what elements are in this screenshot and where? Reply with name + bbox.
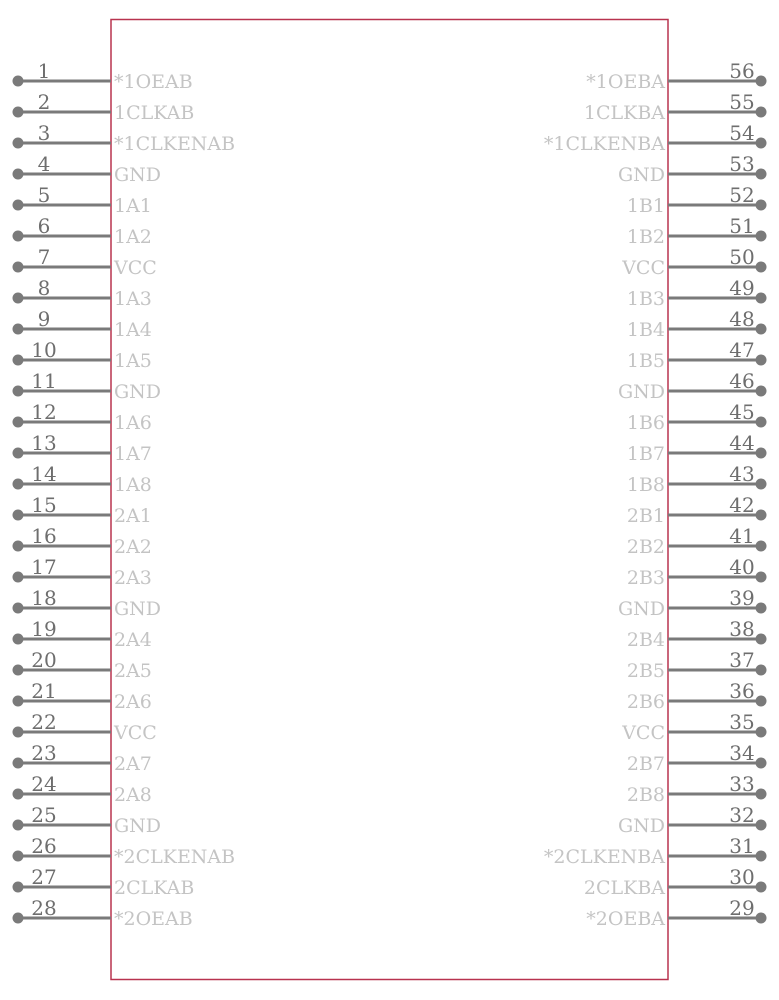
pin-13 [13,431,152,465]
pin-33 [627,772,767,806]
pin-name: *2OEAB [114,908,193,930]
pin-number: 47 [729,338,755,362]
pin-endpoint-dot [756,696,767,707]
pin-name: 2B1 [626,505,665,527]
pin-endpoint-dot [13,634,24,645]
pin-endpoint-dot [13,727,24,738]
pin-endpoint-dot [13,386,24,397]
pin-number: 5 [37,183,51,207]
pin-name: 1B7 [626,443,665,465]
pin-name: 2B3 [626,567,665,589]
pin-name: 2A8 [114,784,152,806]
pin-35 [621,710,766,744]
pin-name: 1A1 [114,195,152,217]
pin-endpoint-dot [13,417,24,428]
left-pin-group [13,59,236,930]
pin-number: 54 [729,121,755,145]
pin-endpoint-dot [756,324,767,335]
pin-number: 34 [729,741,755,765]
pin-36 [627,679,767,713]
pin-number: 56 [729,59,755,83]
pin-name: 2A5 [114,660,152,682]
pin-6 [13,214,152,248]
pin-endpoint-dot [13,851,24,862]
pin-30 [584,865,767,899]
pin-number: 37 [729,648,755,672]
pin-name: 2B8 [626,784,665,806]
pin-number: 20 [31,648,57,672]
pin-26 [13,834,236,868]
pin-endpoint-dot [13,882,24,893]
pin-4 [13,152,162,186]
pin-name: 1A5 [114,350,152,372]
pin-number: 45 [729,400,755,424]
pin-number: 11 [31,369,57,393]
pin-endpoint-dot [13,696,24,707]
pin-endpoint-dot [756,603,767,614]
right-pin-group [544,59,767,930]
pin-number: 38 [729,617,755,641]
pin-endpoint-dot [13,541,24,552]
pin-number: 2 [37,90,51,114]
pin-27 [13,865,195,899]
pin-endpoint-dot [13,293,24,304]
pin-56 [586,59,766,93]
pin-number: 41 [729,524,755,548]
pin-endpoint-dot [756,634,767,645]
pin-endpoint-dot [756,355,767,366]
pin-name: 1B6 [626,412,665,434]
pin-endpoint-dot [756,262,767,273]
pin-name: 1CLKAB [114,102,195,124]
pin-endpoint-dot [756,231,767,242]
pin-5 [13,183,152,217]
pin-endpoint-dot [756,138,767,149]
pin-number: 13 [31,431,57,455]
pin-24 [13,772,152,806]
pin-21 [13,679,152,713]
pin-name: 1A2 [114,226,152,248]
pin-name: 2A4 [114,629,152,651]
pin-number: 29 [729,896,755,920]
pin-endpoint-dot [13,758,24,769]
pin-name: GND [114,164,162,186]
pin-name: 1B2 [626,226,665,248]
pin-endpoint-dot [756,882,767,893]
pin-9 [13,307,152,341]
pin-name: 2B2 [626,536,665,558]
pin-name: GND [114,815,162,837]
pin-number: 3 [37,121,51,145]
pin-31 [544,834,767,868]
pin-endpoint-dot [13,572,24,583]
pin-name: VCC [622,257,665,279]
pin-38 [627,617,767,651]
pin-endpoint-dot [13,448,24,459]
pin-number: 23 [31,741,57,765]
pin-number: 18 [31,586,57,610]
pin-name: *1OEAB [114,71,193,93]
pin-number: 19 [31,617,57,641]
pin-endpoint-dot [756,200,767,211]
pin-40 [627,555,767,589]
pin-number: 22 [31,710,57,734]
pin-name: 2B4 [626,629,665,651]
pin-endpoint-dot [13,76,24,87]
pin-3 [13,121,236,155]
pin-name: VCC [114,257,157,279]
pin-number: 21 [31,679,57,703]
pin-name: GND [114,598,162,620]
pin-endpoint-dot [13,169,24,180]
pin-39 [618,586,767,620]
pin-number: 49 [729,276,755,300]
pin-name: 1A6 [114,412,152,434]
pin-number: 43 [729,462,755,486]
pin-45 [627,400,767,434]
pin-12 [13,400,152,434]
pin-number: 28 [31,896,57,920]
pin-name: 2A3 [114,567,152,589]
pin-name: VCC [622,722,665,744]
pin-number: 50 [729,245,755,269]
pin-42 [627,493,767,527]
pin-endpoint-dot [756,76,767,87]
pin-endpoint-dot [13,820,24,831]
pin-46 [618,369,767,403]
pin-endpoint-dot [13,789,24,800]
pin-endpoint-dot [756,820,767,831]
pin-endpoint-dot [13,138,24,149]
pin-number: 24 [31,772,57,796]
pin-endpoint-dot [13,355,24,366]
pin-name: 1A3 [114,288,152,310]
pin-name: 2B5 [626,660,665,682]
pin-number: 46 [729,369,755,393]
pin-name: GND [617,381,665,403]
pin-number: 51 [729,214,755,238]
pin-15 [13,493,152,527]
component-body [111,20,668,980]
pin-number: 39 [729,586,755,610]
pin-number: 25 [31,803,57,827]
pin-name: 1B4 [626,319,665,341]
pin-name: *2OEBA [586,908,665,930]
pin-endpoint-dot [13,510,24,521]
pin-17 [13,555,152,589]
pin-endpoint-dot [13,231,24,242]
pin-number: 48 [729,307,755,331]
pin-19 [13,617,152,651]
pin-endpoint-dot [13,913,24,924]
pin-endpoint-dot [756,541,767,552]
pin-endpoint-dot [756,107,767,118]
pin-number: 32 [729,803,755,827]
pin-endpoint-dot [13,665,24,676]
pin-16 [13,524,152,558]
pin-endpoint-dot [756,448,767,459]
pin-endpoint-dot [756,386,767,397]
pin-name: GND [617,598,665,620]
pin-18 [13,586,162,620]
pin-number: 40 [729,555,755,579]
pin-name: *2CLKENBA [543,846,665,868]
pin-number: 27 [31,865,57,889]
pin-number: 9 [37,307,51,331]
pin-number: 4 [37,152,51,176]
pin-endpoint-dot [13,200,24,211]
pin-10 [13,338,152,372]
pin-endpoint-dot [756,293,767,304]
pin-number: 26 [31,834,57,858]
pin-number: 35 [729,710,755,734]
pin-54 [544,121,767,155]
pin-43 [627,462,767,496]
pin-number: 6 [37,214,51,238]
pin-endpoint-dot [756,789,767,800]
pin-25 [13,803,162,837]
pin-endpoint-dot [13,262,24,273]
pin-name: 2B7 [626,753,665,775]
pin-number: 55 [729,90,755,114]
pin-endpoint-dot [756,727,767,738]
pin-23 [13,741,152,775]
pin-14 [13,462,152,496]
pin-number: 17 [31,555,57,579]
pin-37 [627,648,767,682]
pin-50 [621,245,766,279]
pin-endpoint-dot [756,417,767,428]
pin-51 [627,214,767,248]
pin-29 [586,896,766,930]
pin-endpoint-dot [756,665,767,676]
pin-name: 1B5 [626,350,665,372]
pin-name: VCC [114,722,157,744]
pin-name: 1B8 [626,474,665,496]
pin-endpoint-dot [756,913,767,924]
pin-number: 15 [31,493,57,517]
pin-name: 1A7 [114,443,152,465]
pin-name: 2B6 [626,691,665,713]
pin-name: *2CLKENAB [114,846,236,868]
pin-number: 31 [729,834,755,858]
pin-endpoint-dot [13,479,24,490]
pin-name: 2A7 [114,753,152,775]
pin-number: 1 [37,59,51,83]
pin-name: *1CLKENAB [114,133,236,155]
pin-number: 14 [31,462,57,486]
pin-48 [627,307,767,341]
pin-name: 1A4 [114,319,152,341]
pin-endpoint-dot [13,107,24,118]
pin-number: 12 [31,400,57,424]
pin-number: 52 [729,183,755,207]
pin-name: 1B3 [626,288,665,310]
pin-name: 2CLKBA [583,877,665,899]
pin-name: 2A6 [114,691,152,713]
pin-number: 33 [729,772,755,796]
pin-44 [627,431,767,465]
pin-name: 1B1 [626,195,665,217]
pin-number: 36 [729,679,755,703]
pin-11 [13,369,162,403]
pin-endpoint-dot [756,169,767,180]
pin-endpoint-dot [756,758,767,769]
pin-name: 2A2 [114,536,152,558]
pin-endpoint-dot [756,479,767,490]
pin-8 [13,276,152,310]
pin-endpoint-dot [756,510,767,521]
pin-1 [13,59,193,93]
pin-49 [627,276,767,310]
pin-name: 2A1 [114,505,152,527]
pin-name: GND [617,164,665,186]
pin-number: 10 [31,338,57,362]
pin-endpoint-dot [13,324,24,335]
pin-2 [13,90,195,124]
pin-number: 53 [729,152,755,176]
pin-number: 16 [31,524,57,548]
pin-20 [13,648,152,682]
pin-name: *1OEBA [586,71,665,93]
pin-22 [13,710,157,744]
pin-53 [618,152,767,186]
pin-number: 30 [729,865,755,889]
pin-name: GND [617,815,665,837]
pin-name: 2CLKAB [114,877,195,899]
pin-41 [627,524,767,558]
pin-endpoint-dot [756,851,767,862]
pin-34 [627,741,767,775]
pin-47 [627,338,767,372]
pin-name: 1A8 [114,474,152,496]
pin-28 [13,896,193,930]
pin-number: 8 [37,276,51,300]
pin-number: 44 [729,431,755,455]
pin-32 [618,803,767,837]
pin-endpoint-dot [13,603,24,614]
pin-endpoint-dot [756,572,767,583]
pin-number: 7 [37,245,51,269]
pin-number: 42 [729,493,755,517]
pin-7 [13,245,157,279]
pin-55 [584,90,767,124]
pin-name: 1CLKBA [583,102,665,124]
pin-name: *1CLKENBA [543,133,665,155]
pin-name: GND [114,381,162,403]
pin-52 [627,183,767,217]
